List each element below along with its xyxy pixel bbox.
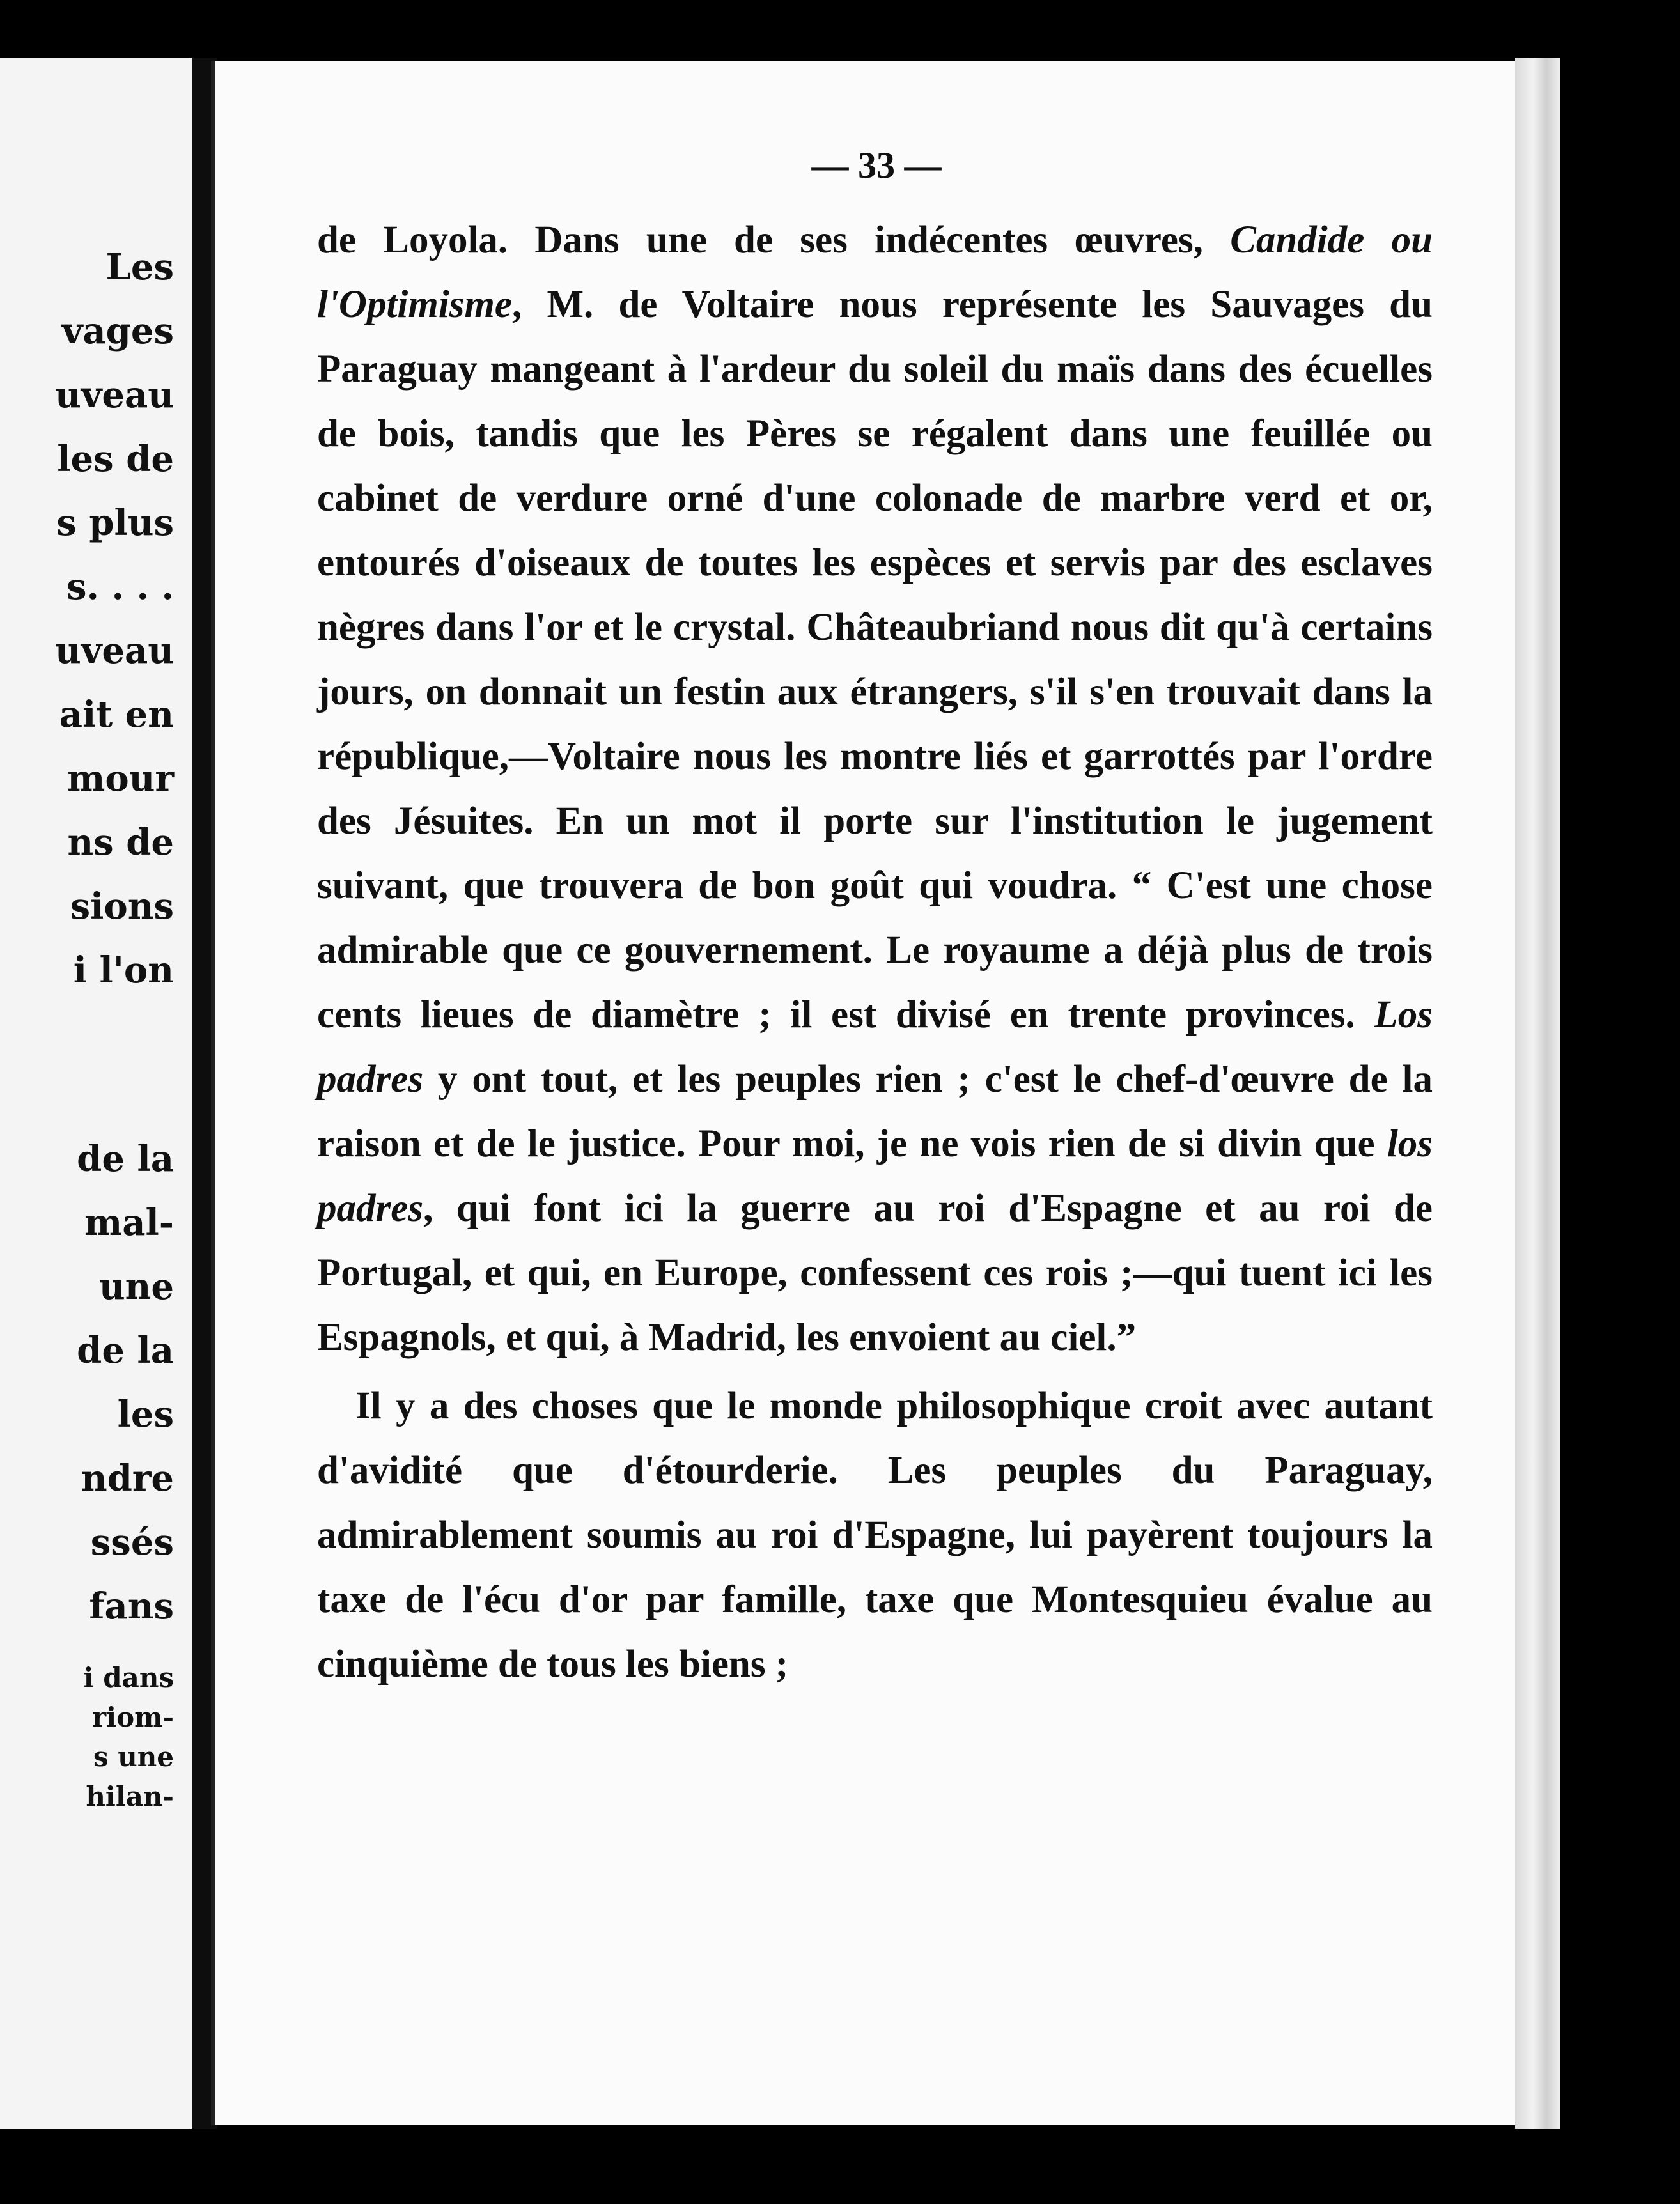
left-page-line: vages: [61, 310, 174, 352]
left-page-footnote-line: riom-: [92, 1702, 174, 1733]
italic-title: Los padres: [317, 993, 1433, 1101]
left-page-line: de la: [77, 1138, 174, 1180]
left-page-line: une: [98, 1266, 174, 1308]
left-page-line: mal-: [84, 1202, 174, 1244]
left-page-line: les: [117, 1393, 174, 1436]
left-page-line: uveau: [55, 630, 174, 672]
text-segment: de Loyola. Dans une de ses indécentes œuvres,: [317, 219, 1231, 261]
left-page-footnote-line: hilan-: [86, 1781, 174, 1812]
left-page-line: s. . . .: [66, 566, 174, 608]
left-page-line: s plus: [56, 502, 174, 544]
italic-title: Candide ou l'Optimisme: [317, 219, 1433, 326]
left-page-line: Les: [105, 246, 174, 288]
left-page-line: i l'on: [73, 949, 174, 991]
left-page-line: ndre: [81, 1457, 174, 1500]
left-page-line: ns de: [67, 821, 174, 864]
page-body: [317, 208, 1433, 1696]
right-page: [211, 61, 1538, 2125]
left-page-line: mour: [67, 757, 174, 800]
left-page-footnote-line: s une: [93, 1741, 174, 1773]
page-number: — 33 —: [811, 144, 942, 186]
paragraph-1: [317, 208, 1433, 1370]
left-page-line: les de: [57, 438, 174, 480]
left-page-line: de la: [77, 1330, 174, 1372]
text-segment: , qui font ici la guerre au roi d'Espagne et au roi de Portugal, et qui, en Europe, confessent ces rois ;—qui tuent ici les Espagnols, et qui, à Madrid, les envoient au ciel.”: [317, 1187, 1433, 1359]
text-segment: , M. de Voltaire nous représente les Sauvages du Paraguay mangeant à l'ardeur du soleil du maïs dans des écuelles de bois, tandis que les Pères se régalent dans une feuillée ou cabinet de verdure orné d'une colonade de marbre verd et or, entourés d'oiseaux de toutes les espèces et servis par des esclaves nègres dans l'or et le crystal. Châteaubriand nous dit qu'à certains jours, on donnait un festin aux étrangers, s'il s'en trouvait dans la république,—Voltaire nous les montre liés et garrottés par l'ordre des Jésuites. En un mot il porte sur l'institution le jugement suivant, que trouvera de bon goût qui voudra. “ C'est une chose admirable que ce gouvernement. Le royaume a déjà plus de trois cents lieues de diamètre ; il est divisé en trente provinces.: [317, 283, 1433, 1036]
italic-title: los padres: [317, 1122, 1433, 1230]
left-page-line: ssés: [90, 1521, 174, 1564]
left-page-line: ait en: [59, 694, 174, 736]
text-segment: y ont tout, et les peuples rien ; c'est le chef-d'œuvre de la raison et de le justice. Pour moi, je ne vois rien de si divin que: [317, 1058, 1433, 1165]
page-edge: [1515, 58, 1560, 2129]
left-page-line: fans: [89, 1585, 174, 1627]
left-page-line: uveau: [55, 374, 174, 416]
left-page-fragment: [0, 58, 192, 2129]
left-page-footnote-line: i dans: [83, 1662, 174, 1693]
paragraph-2: Il y a des choses que le monde philosophique croit avec autant d'avidité que d'étourderie. Les peuples du Paraguay, admirablement soumis au roi d'Espagne, lui payèrent toujours la taxe de l'écu d'or par famille, taxe que Montesquieu évalue au cinquième de tous les biens ;: [317, 1385, 1433, 1686]
left-page-line: sions: [70, 885, 174, 927]
